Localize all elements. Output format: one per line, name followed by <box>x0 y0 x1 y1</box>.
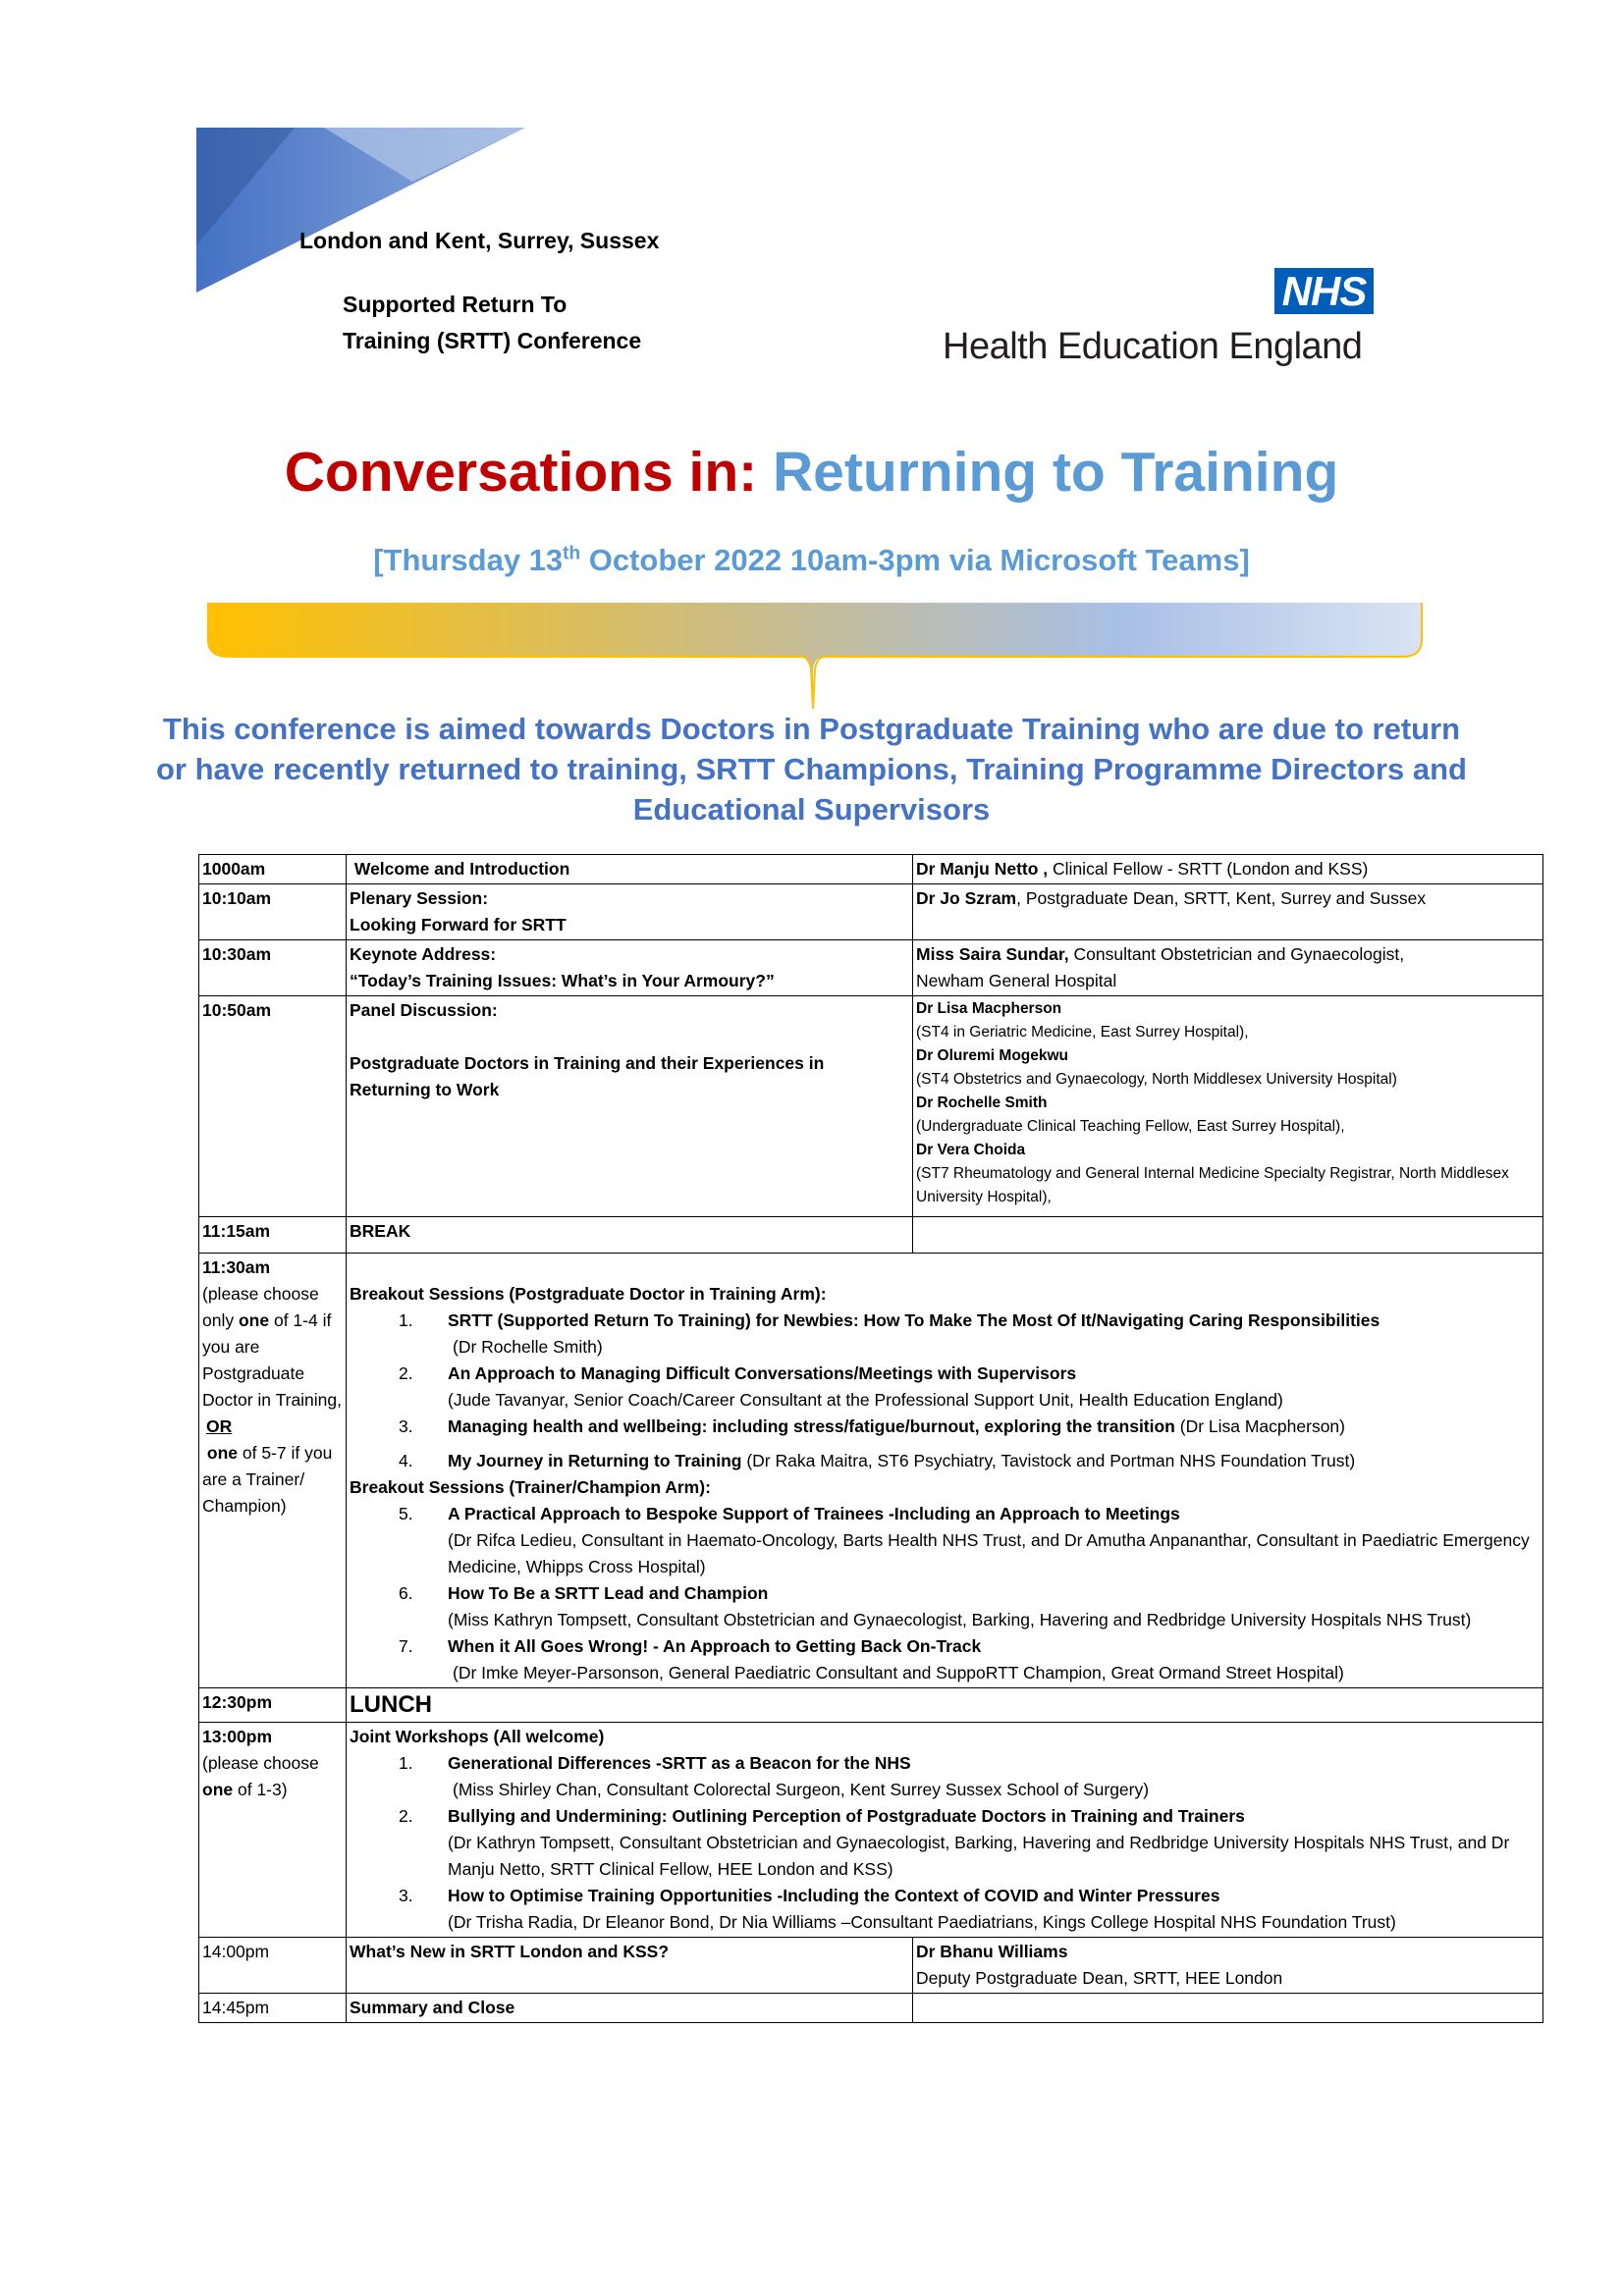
list-item-detail <box>350 1607 1540 1633</box>
item-detail: (Dr Imke Meyer-Parsonson, General Paediatric Consultant and SuppoRTT Champion, Great Ormand Street Hospital) <box>453 1663 1344 1682</box>
speaker-cell <box>913 996 1543 1217</box>
time-cell <box>199 1254 347 1688</box>
agenda-table <box>198 854 1543 2023</box>
agenda-row <box>199 855 1543 884</box>
item-title: Generational Differences -SRTT as a Beacon for the NHS <box>448 1753 911 1773</box>
agenda-row <box>199 1688 1543 1723</box>
speaker-cell <box>913 884 1543 940</box>
session-cell <box>347 940 913 996</box>
item-detail: (Miss Shirley Chan, Consultant Colorectal Surgeon, Kent Surrey Sussex School of Surgery) <box>453 1780 1150 1799</box>
agenda-row <box>199 1254 1543 1688</box>
date-line <box>0 543 1623 578</box>
list-item-detail <box>350 1387 1540 1414</box>
arm-heading: Breakout Sessions (Postgraduate Doctor in Training Arm): <box>350 1284 827 1304</box>
session-cell: Summary and Close <box>347 1994 913 2023</box>
breakout-list <box>350 1501 1540 1686</box>
item-detail: (Dr Trisha Radia, Dr Eleanor Bond, Dr Nia Williams –Consultant Paediatrians, Kings College Hospital NHS Foundation Trust) <box>448 1912 1396 1932</box>
speaker-cell <box>913 940 1543 996</box>
audience-statement: This conference is aimed towards Doctors in Postgraduate Training who are due to return or have recently returned to training, SRTT Champions, Training Programme Directors and Educational Supervisors <box>156 712 1467 827</box>
lunch-cell: LUNCH <box>347 1688 1543 1723</box>
panelist-name: Dr Rochelle Smith <box>916 1095 1048 1111</box>
speaker-role: Consultant Obstetrician and Gynaecologist, <box>1068 944 1405 964</box>
session-subtitle: Looking Forward for SRTT <box>350 915 567 934</box>
agenda-row <box>199 1938 1543 1994</box>
time-cell: 12:30pm <box>199 1688 347 1723</box>
list-item: 3. How to Optimise Training Opportunities -Including the Context of COVID and Winter Pressures <box>350 1883 1540 1909</box>
workshop-list <box>350 1750 1540 1936</box>
item-detail: (Dr Raka Maitra, ST6 Psychiatry, Tavistock and Portman NHS Foundation Trust) <box>741 1451 1356 1470</box>
or-label: OR <box>206 1416 233 1436</box>
item-detail: (Dr Rifca Ledieu, Consultant in Haemato-Oncology, Barts Health NHS Trust, and Dr Amutha Anpananthar, Consultant in Paediatric Emergency Medicine, Whipps Cross Hospital) <box>448 1530 1530 1576</box>
selection-note: (please choose only one of 1-4 if you are Postgraduate Doctor in Training, <box>202 1284 343 1410</box>
time-value: 11:30am <box>202 1257 271 1277</box>
session-title: Keynote Address: <box>350 944 497 964</box>
time-cell: 14:00pm <box>199 1938 347 1994</box>
time-cell: 10:50am <box>199 996 347 1217</box>
item-title: Bullying and Undermining: Outlining Perception of Postgraduate Doctors in Training and Trainers <box>448 1806 1245 1826</box>
list-item: 2. Bullying and Undermining: Outlining Perception of Postgraduate Doctors in Training and Trainers <box>350 1803 1540 1830</box>
panelist-name: Dr Lisa Macpherson <box>916 1000 1062 1017</box>
panelist-name: Dr Vera Choida <box>916 1142 1026 1158</box>
header-banner-graphic <box>0 0 550 304</box>
time-cell: 10:30am <box>199 940 347 996</box>
session-title: Welcome and Introduction <box>353 859 570 879</box>
panelist-role: (ST7 Rheumatology and General Internal Medicine Specialty Registrar, North Middlesex University Hospital), <box>916 1165 1509 1205</box>
breakout-cell <box>347 1254 1543 1688</box>
speaker-cell <box>913 1217 1543 1254</box>
event-line-1: Supported Return To <box>343 292 568 317</box>
session-title: Plenary Session: <box>350 888 489 908</box>
item-title: Managing health and wellbeing: including stress/fatigue/burnout, exploring the transition <box>448 1416 1175 1436</box>
session-cell: BREAK <box>347 1217 913 1254</box>
item-detail: (Jude Tavanyar, Senior Coach/Career Consultant at the Professional Support Unit, Health Education England) <box>448 1390 1283 1410</box>
agenda-row <box>199 1217 1543 1254</box>
list-item: 6. How To Be a SRTT Lead and Champion <box>350 1580 1540 1607</box>
session-cell <box>347 884 913 940</box>
agenda-row <box>199 1723 1543 1938</box>
list-item: 2. An Approach to Managing Difficult Conversations/Meetings with Supervisors <box>350 1361 1540 1387</box>
header-event-name <box>343 287 641 359</box>
agenda-row <box>199 940 1543 996</box>
list-item: 3. Managing health and wellbeing: including stress/fatigue/burnout, exploring the transition (Dr Lisa Macpherson) <box>399 1416 1345 1436</box>
panelist-name: Dr Oluremi Mogekwu <box>916 1047 1069 1064</box>
title-part-2: Returning to Training <box>772 441 1339 504</box>
date-sup: th <box>563 543 581 564</box>
session-title: Panel Discussion: <box>350 1000 498 1020</box>
list-item-detail <box>350 1334 1540 1361</box>
time-cell: 14:45pm <box>199 1994 347 2023</box>
list-item: 5. A Practical Approach to Bespoke Support of Trainees -Including an Approach to Meetings <box>350 1501 1540 1527</box>
page-title <box>0 440 1623 505</box>
list-item-detail <box>350 1777 1540 1803</box>
time-cell: 10:10am <box>199 884 347 940</box>
time-cell <box>199 1723 347 1938</box>
item-detail: (Miss Kathryn Tompsett, Consultant Obstetrician and Gynaecologist, Barking, Havering and Redbridge University Hospitals NHS Trust) <box>448 1610 1472 1629</box>
event-line-2: Training (SRTT) Conference <box>343 328 642 353</box>
agenda-row <box>199 884 1543 940</box>
item-title: How To Be a SRTT Lead and Champion <box>448 1583 769 1603</box>
item-title: SRTT (Supported Return To Training) for Newbies: How To Make The Most Of It/Navigating Caring Responsibilities <box>448 1310 1380 1330</box>
time-cell: 11:15am <box>199 1217 347 1254</box>
speaker-name: Miss Saira Sundar, <box>916 944 1069 964</box>
list-item-detail <box>350 1527 1540 1580</box>
agenda-row <box>199 996 1543 1217</box>
nhs-logo: NHS <box>1274 268 1374 314</box>
breakout-list <box>350 1308 1540 1474</box>
item-detail: (Dr Kathryn Tompsett, Consultant Obstetrician and Gynaecologist, Barking, Havering and Redbridge University Hospitals NHS Trust, and Dr Manju Netto, SRTT Clinical Fellow, HEE London and KSS) <box>448 1833 1510 1879</box>
list-item-detail <box>350 1909 1540 1936</box>
speaker-role: Deputy Postgraduate Dean, SRTT, HEE London <box>916 1968 1283 1988</box>
list-item: 4. My Journey in Returning to Training (Dr Raka Maitra, ST6 Psychiatry, Tavistock and Portman NHS Foundation Trust) <box>399 1451 1356 1470</box>
panelist-role: (ST4 Obstetrics and Gynaecology, North Middlesex University Hospital) <box>916 1071 1397 1088</box>
item-title: When it All Goes Wrong! - An Approach to Getting Back On-Track <box>448 1636 982 1656</box>
divider-swoosh <box>204 601 1432 714</box>
item-title: How to Optimise Training Opportunities -Including the Context of COVID and Winter Pressures <box>448 1886 1220 1905</box>
session-cell <box>347 855 913 884</box>
session-subtitle: “Today’s Training Issues: What’s in Your Armoury?” <box>350 971 775 990</box>
org-name: Health Education England <box>943 326 1363 367</box>
session-subtitle: Postgraduate Doctors in Training and their Experiences in Returning to Work <box>350 1053 825 1099</box>
session-cell: What’s New in SRTT London and KSS? <box>347 1938 913 1994</box>
speaker-name: Dr Jo Szram <box>916 888 1017 908</box>
speaker-name: Dr Bhanu Williams <box>916 1942 1068 1961</box>
arm-heading: Breakout Sessions (Trainer/Champion Arm): <box>350 1477 711 1497</box>
date-after: October 2022 10am-3pm via Microsoft Teams] <box>580 543 1250 577</box>
speaker-cell <box>913 1994 1543 2023</box>
selection-note: (please choose one of 1-3) <box>202 1753 319 1799</box>
date-before: [Thursday 13 <box>373 543 564 577</box>
selection-note-2: one of 5-7 if you are a Trainer/ Champion) <box>202 1443 333 1516</box>
panelist-role: (ST4 in Geriatric Medicine, East Surrey Hospital), <box>916 1024 1249 1041</box>
list-item: 7. When it All Goes Wrong! - An Approach to Getting Back On-Track <box>350 1633 1540 1660</box>
workshop-cell <box>347 1723 1543 1938</box>
speaker-name: Dr Manju Netto , <box>916 859 1049 879</box>
title-part-1: Conversations in: <box>284 441 773 504</box>
list-item-detail <box>350 1830 1540 1883</box>
list-item-detail <box>350 1660 1540 1686</box>
speaker-cell <box>913 855 1543 884</box>
workshops-heading: Joint Workshops (All welcome) <box>350 1727 605 1746</box>
time-cell: 1000am <box>199 855 347 884</box>
time-value: 13:00pm <box>202 1727 273 1746</box>
session-cell <box>347 996 913 1217</box>
item-detail: (Dr Rochelle Smith) <box>453 1337 603 1357</box>
list-item: 1. Generational Differences -SRTT as a Beacon for the NHS <box>350 1750 1540 1777</box>
speaker-role: , Postgraduate Dean, SRTT, Kent, Surrey and Sussex <box>1016 888 1427 908</box>
agenda-row <box>199 1994 1543 2023</box>
header-region: London and Kent, Surrey, Sussex <box>299 228 660 253</box>
speaker-place: Newham General Hospital <box>916 971 1117 990</box>
speaker-role: Clinical Fellow - SRTT (London and KSS) <box>1048 859 1369 879</box>
item-title: My Journey in Returning to Training <box>448 1451 742 1470</box>
item-title: A Practical Approach to Bespoke Support of Trainees -Including an Approach to Meetings <box>448 1504 1180 1523</box>
speaker-cell <box>913 1938 1543 1994</box>
item-title: An Approach to Managing Difficult Conversations/Meetings with Supervisors <box>448 1363 1077 1383</box>
panelist-role: (Undergraduate Clinical Teaching Fellow, East Surrey Hospital), <box>916 1118 1345 1135</box>
item-detail: (Dr Lisa Macpherson) <box>1174 1416 1345 1436</box>
list-item: 1. SRTT (Supported Return To Training) for Newbies: How To Make The Most Of It/Navigating Caring Responsibilities <box>350 1308 1540 1334</box>
